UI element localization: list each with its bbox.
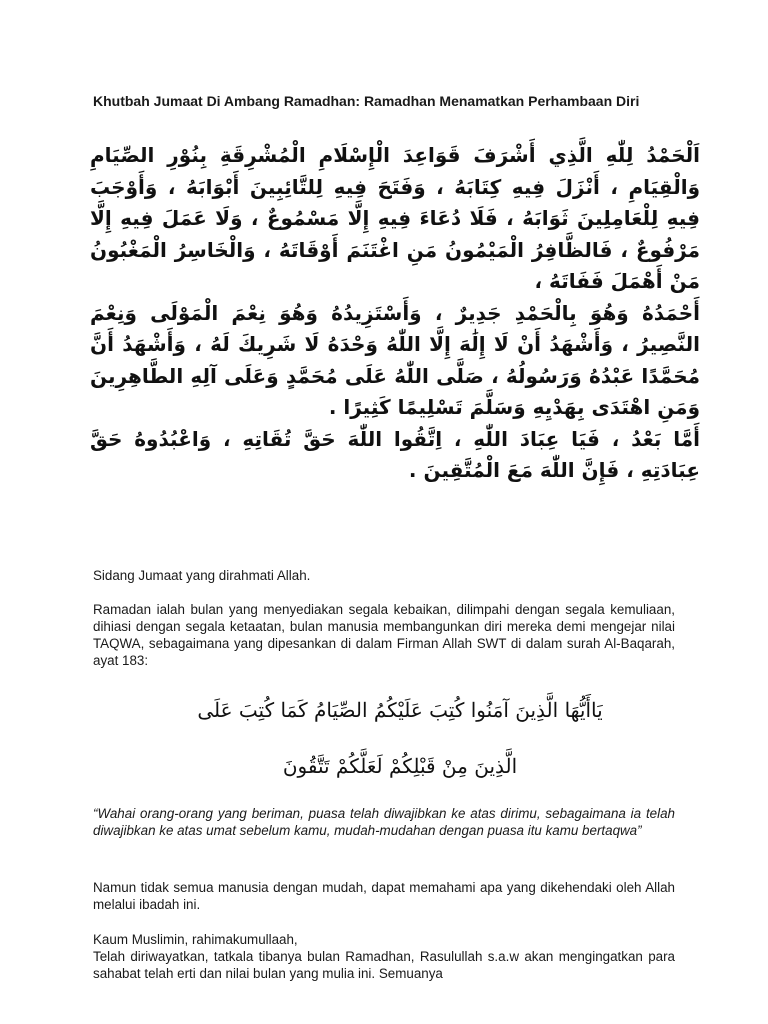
- telah-paragraph: Telah diriwayatkan, tatkala tibanya bulan Ramadhan, Rasulullah s.a.w akan mengingatkan para sahabat telah erti dan nilai bulan yang mulia ini. Semuanya: [93, 949, 675, 981]
- opening-arabic-text: [90, 140, 700, 487]
- arabic-paragraph: اَلْحَمْدُ لِلّٰهِ الَّذِي أَشْرَفَ قَوَاعِدَ الْإِسْلَامِ الْمُشْرِقَةِ بِنُوْرِ الصِّيَامِ وَالْقِيَامِ ، أَنْزَلَ فِيهِ كِتَابَهُ ، وَفَتَحَ فِيهِ لِلتَّائِبِينَ أَبْوَابَهُ ، وَأَوْجَبَ فِيهِ لِلْعَامِلِينَ ثَوَابَهُ ، فَلَا دُعَاءَ فِيهِ إِلَّا مَسْمُوعٌ ، وَلَا عَمَلَ فِيهِ إِلَّا مَرْفُوعٌ ، فَالظَّافِرُ الْمَيْمُونُ مَنِ اغْتَنَمَ أَوْقَاتَهُ ، وَالْخَاسِرُ الْمَغْبُونُ مَنْ أَهْمَلَ فَفَاتَهُ ،: [90, 143, 700, 293]
- verse-translation: “Wahai orang-orang yang beriman, puasa telah diwajibkan ke atas dirimu, sebagaimana ia telah diwajibkan ke atas umat sebelum kamu, mudah-mudahan dengan puasa itu kamu bertaqwa”: [93, 806, 675, 838]
- ramadan-paragraph: Ramadan ialah bulan yang menyediakan segala kebaikan, dilimpahi dengan segala kemuliaan, dihiasi dengan segala ketaatan, bulan manusia membangunkan diri mereka demi mengejar nilai TAQWA, sebagaimana yang dipesankan di dalam Firman Allah SWT di dalam surah Al-Baqarah, ayat 183:: [93, 602, 675, 668]
- arabic-paragraph: أَمَّا بَعْدُ ، فَيَا عِبَادَ اللّٰهِ ، اِتَّقُوا اللّٰهَ حَقَّ تُقَاتِهِ ، وَاعْبُدُوهُ حَقَّ عِبَادَتِهِ ، فَإِنَّ اللّٰهَ مَعَ الْمُتَّقِينَ .: [90, 426, 700, 482]
- quran-verse-line-1: يَاأَيُّهَا الَّذِينَ آمَنُوا كُتِبَ عَلَيْكُمُ الصِّيَامُ كَمَا كُتِبَ عَلَى: [197, 698, 603, 722]
- document-title: Khutbah Jumaat Di Ambang Ramadhan: Ramadhan Menamatkan Perhambaan Diri: [93, 93, 640, 109]
- kaum-muslimin-line: Kaum Muslimin, rahimakumullaah,: [93, 932, 298, 947]
- quran-verse-line-2: الَّذِينَ مِنْ قَبْلِكُمْ لَعَلَّكُمْ تَتَّقُونَ: [282, 754, 518, 778]
- arabic-paragraph: أَحْمَدُهُ وَهُوَ بِالْحَمْدِ جَدِيرٌ ، وَأَسْتَزِيدُهُ وَهُوَ نِعْمَ الْمَوْلَى وَنِعْمَ النَّصِيرُ ، وَأَشْهَدُ أَنْ لَا إِلَٰهَ إِلَّا اللّٰهُ وَحْدَهُ لَا شَرِيكَ لَهُ ، وَأَشْهَدُ أَنَّ مُحَمَّدًا عَبْدُهُ وَرَسُولُهُ ، صَلَّى اللّٰهُ عَلَى مُحَمَّدٍ وَعَلَى آلِهِ الطَّاهِرِينَ وَمَنِ اهْتَدَى بِهَدْيِهِ وَسَلَّمَ تَسْلِيمًا كَثِيرًا .: [90, 300, 700, 419]
- greeting-text: Sidang Jumaat yang dirahmati Allah.: [93, 568, 311, 583]
- namun-paragraph: Namun tidak semua manusia dengan mudah, dapat memahami apa yang dikehendaki oleh Allah melalui ibadah ini.: [93, 880, 675, 912]
